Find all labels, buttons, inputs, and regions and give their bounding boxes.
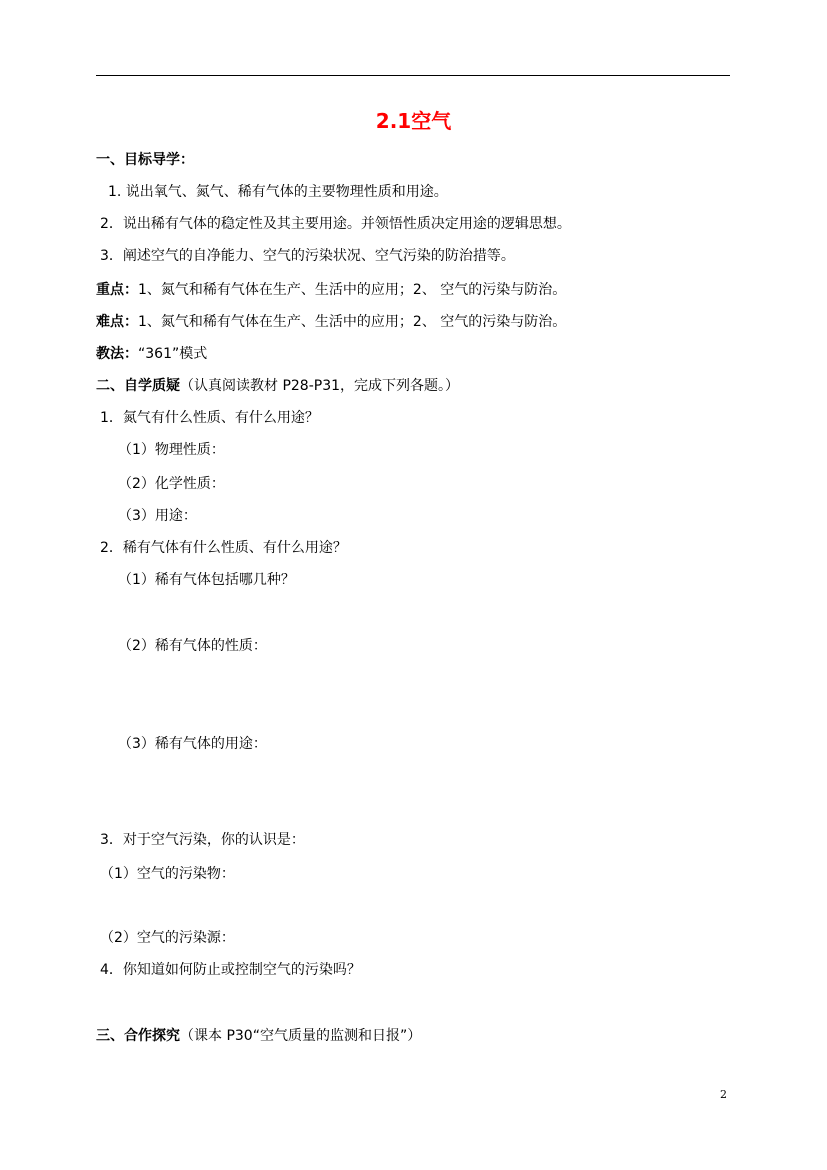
teaching-method-text: “361”模式 [138,346,208,362]
question-3-sub-2: （2）空气的污染源： [100,930,235,946]
goal-item-2: 2．说出稀有气体的稳定性及其主要用途。并领悟性质决定用途的逻辑思想。 [100,216,571,232]
difficult-points-text: 1、氮气和稀有气体在生产、生活中的应用；2、 空气的污染与防治。 [138,314,567,330]
question-3: 3．对于空气污染，你的认识是： [100,832,305,848]
key-points-label: 重点： [96,282,138,298]
question-2-sub-2: （2）稀有气体的性质： [118,638,267,654]
question-3-sub-1: （1）空气的污染物： [100,866,235,882]
cooperation-note: （课本 P30“空气质量的监测和日报”） [180,1028,422,1044]
question-2-sub-1: （1）稀有气体包括哪几种？ [118,572,295,588]
section-heading-cooperation [96,1027,421,1045]
question-2-sub-3: （3）稀有气体的用途： [118,736,267,752]
key-points-text: 1、氮气和稀有气体在生产、生活中的应用；2、 空气的污染与防治。 [138,282,567,298]
header-rule [96,75,730,76]
question-1-sub-3: （3）用途： [118,508,197,524]
teaching-method [96,345,207,363]
goal-item-1: 1. 说出氧气、氮气、稀有气体的主要物理性质和用途。 [108,184,448,200]
difficult-points [96,313,566,331]
key-points [96,281,566,299]
teaching-method-label: 教法： [96,346,138,362]
question-2: 2．稀有气体有什么性质、有什么用途？ [100,540,347,556]
question-1: 1．氮气有什么性质、有什么用途？ [100,410,319,426]
section-heading-self-study [96,377,459,395]
self-study-note: （认真阅读教材 P28-P31，完成下列各题。） [180,378,460,394]
page-number: 2 [720,1088,727,1101]
cooperation-heading: 三、合作探究 [96,1028,180,1044]
section-heading-goals: 一、目标导学： [96,152,194,168]
difficult-points-label: 难点： [96,314,138,330]
goal-item-3: 3．阐述空气的自净能力、空气的污染状况、空气污染的防治措等。 [100,248,515,264]
document-title: 2.1空气 [375,109,452,133]
question-1-sub-1: （1）物理性质： [118,442,225,458]
self-study-heading: 二、自学质疑 [96,378,180,394]
question-1-sub-2: （2）化学性质： [118,476,225,492]
question-4: 4．你知道如何防止或控制空气的污染吗？ [100,962,361,978]
